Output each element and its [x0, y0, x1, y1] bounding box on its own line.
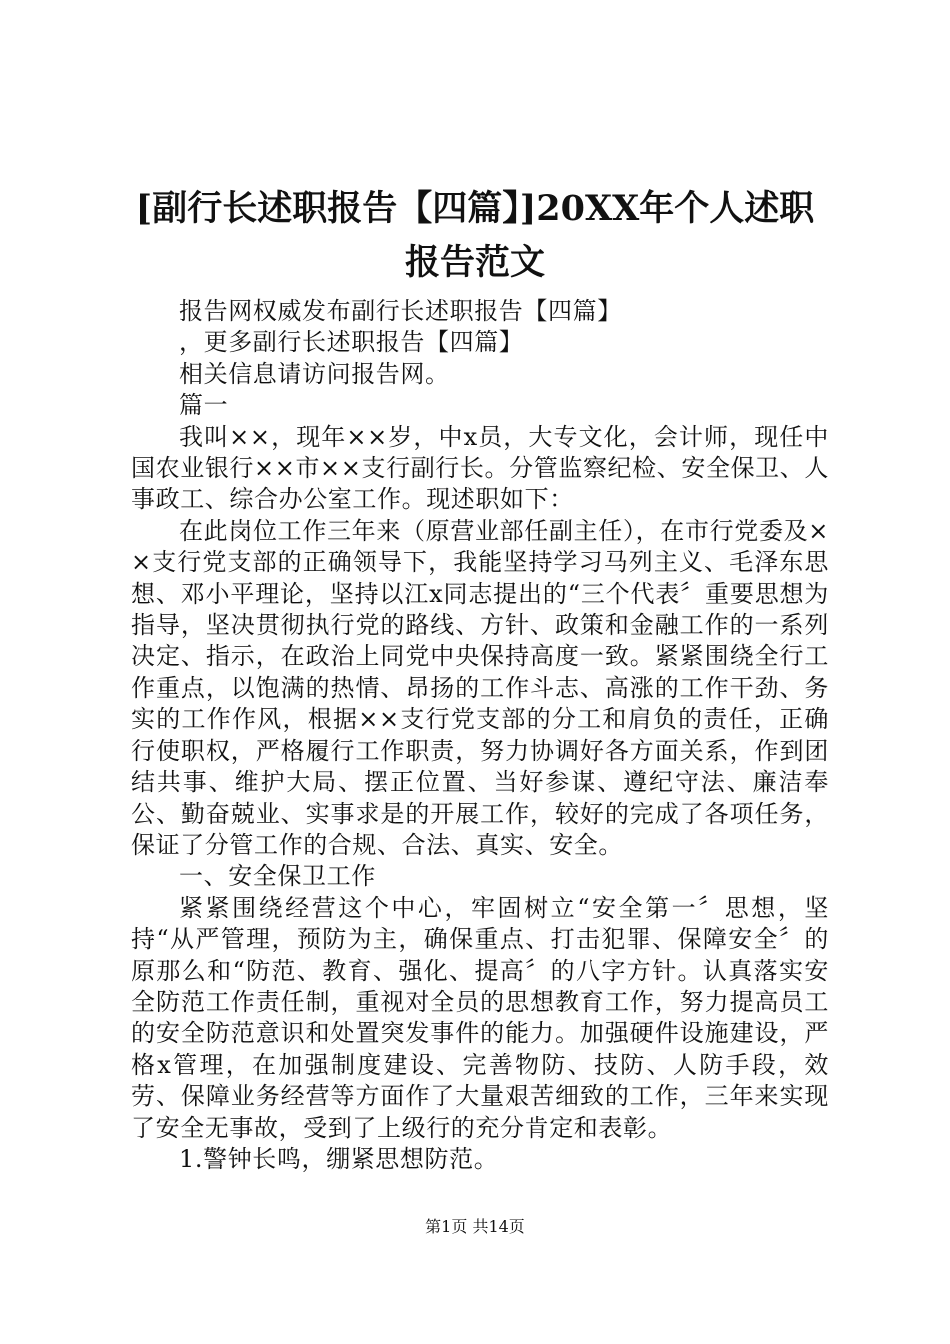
paragraph-source-line: 报告网权威发布副行长述职报告【四篇】	[179, 297, 622, 325]
paragraph-introduction: 我叫××，现年××岁，中x员，大专文化，会计师，现任中国农业银行××市××支行副行长。分管监察纪检、安全保卫、人事政工、综合办公室工作。现述职如下：	[131, 422, 829, 514]
page-number-footer: 第1页 共14页	[425, 1217, 525, 1236]
subheading-alarm: 1.警钟长鸣，绷紧思想防范。	[179, 1144, 499, 1173]
paragraph-visit-line: 相关信息请访问报告网。	[179, 359, 450, 388]
document-title: [副行长述职报告【四篇】]20XX年个人述职报告范文	[135, 188, 815, 283]
paragraph-more-line: ，更多副行长述职报告【四篇】	[179, 328, 524, 357]
section-heading-security: 一、安全保卫工作	[179, 862, 376, 891]
document-body	[131, 296, 829, 1175]
paragraph-overview: 在此岗位工作三年来（原营业部任副主任），在市行党委及××支行党支部的正确领导下，我能坚持学习马列主义、毛泽东思想、邓小平理论，坚持以江x同志提出的“三个代表〞重要思想为指导，坚决贯彻执行党的路线、方针、政策和金融工作的一系列决定、指示，在政治上同党中央保持高度一致。紧紧围绕全行工作重点，以饱满的热情、昂扬的工作斗志、高涨的工作干劲、务实的工作作风，根据××支行党支部的分工和肩负的责任，正确行使职权，严格履行工作职责，努力协调好各方面关系，作到团结共事、维护大局、摆正位置、当好参谋、遵纪守法、廉洁奉公、勤奋兢业、实事求是的开展工作，较好的完成了各项任务，保证了分管工作的合规、合法、真实、安全。	[131, 516, 829, 859]
section-heading-part-one: 篇一	[179, 391, 229, 420]
paragraph-security: 紧紧围绕经营这个中心，牢固树立“安全第一〞思想，坚持“从严管理，预防为主，确保重点、打击犯罪、保障安全〞的原那么和“防范、教育、强化、提高〞的八字方针。认真落实安全防范工作责任制，重视对全员的思想教育工作，努力提高员工的安全防范意识和处置突发事件的能力。加强硬件设施建设，严格x管理，在加强制度建设、完善物防、技防、人防手段，效劳、保障业务经营等方面作了大量艰苦细致的工作，三年来实现了安全无事故，受到了上级行的充分肯定和表彰。	[131, 893, 829, 1142]
